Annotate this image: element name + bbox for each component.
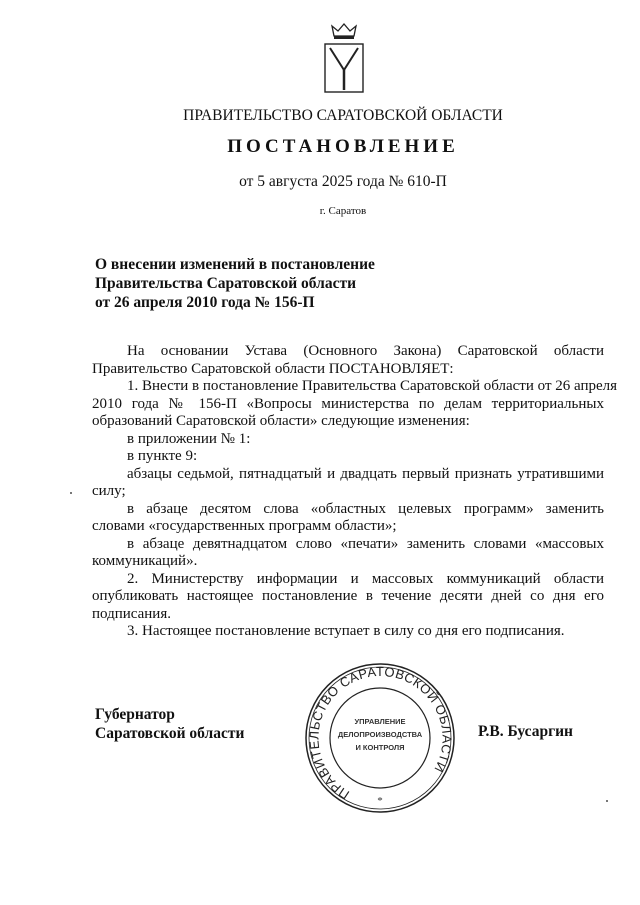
subject-line: Правительства Саратовской области (95, 275, 356, 292)
document-body (92, 343, 618, 641)
body-line: словами «государственных программ области»; (92, 518, 397, 534)
body-line: в абзаце девятнадцатом слово «печати» заменить словами «массовых (127, 535, 604, 552)
body-line: образований Саратовской области» следующие изменения: (92, 413, 470, 429)
document-subject (95, 255, 375, 312)
date-and-number: от 5 августа 2025 года № 610-П (239, 173, 447, 190)
stamp-center-line: ДЕЛОПРОИЗВОДСТВА (337, 730, 423, 739)
scan-speck (70, 492, 72, 494)
stamp-center-line: УПРАВЛЕНИЕ (354, 717, 406, 726)
city: г. Саратов (319, 205, 367, 217)
body-line: На основании Устава (Основного Закона) Саратовской области (127, 343, 604, 359)
signatory-position (95, 705, 244, 743)
body-line: 2010 года № 156-П «Вопросы министерства по делам территориальных (92, 395, 604, 412)
signatory-name: Р.В. Бусаргин (478, 723, 573, 740)
body-line: подписания. (92, 605, 171, 622)
scan-speck (606, 800, 608, 802)
official-stamp (302, 662, 458, 814)
svg-text:*: * (377, 795, 383, 807)
organization-title: ПРАВИТЕЛЬСТВО САРАТОВСКОЙ ОБЛАСТИ (183, 107, 503, 124)
position-line: Губернатор (95, 706, 175, 723)
body-line: в приложении № 1: (127, 430, 251, 447)
document-type: ПОСТАНОВЛЕНИЕ (227, 136, 459, 157)
body-line: 3. Настоящее постановление вступает в силу со дня его подписания. (127, 623, 565, 639)
body-line: 1. Внести в постановление Правительства Саратовской области от 26 апреля (127, 378, 618, 394)
body-line: коммуникаций». (92, 553, 198, 569)
position-line: Саратовской области (95, 725, 245, 742)
body-line: абзацы седьмой, пятнадцатый и двадцать первый признать утратившими (127, 465, 604, 482)
subject-line: О внесении изменений в постановление (95, 256, 375, 273)
coat-of-arms-emblem (322, 22, 366, 94)
stamp-ring-text: ПРАВИТЕЛЬСТВО САРАТОВСКОЙ ОБЛАСТИ (306, 663, 455, 803)
body-line: в пункте 9: (127, 448, 198, 464)
body-line: Правительство Саратовской области ПОСТАНОВЛЯЕТ: (92, 360, 454, 377)
body-line: опубликовать настоящее постановление в течение десяти дней со дня его (92, 588, 604, 604)
body-line: 2. Министерству информации и массовых коммуникаций области (127, 570, 604, 587)
subject-line: от 26 апреля 2010 года № 156-П (95, 294, 315, 311)
body-line: в абзаце десятом слова «областных целевых программ» заменить (127, 500, 604, 517)
stamp-center-line: И КОНТРОЛЯ (355, 743, 405, 752)
body-line: силу; (92, 483, 126, 499)
